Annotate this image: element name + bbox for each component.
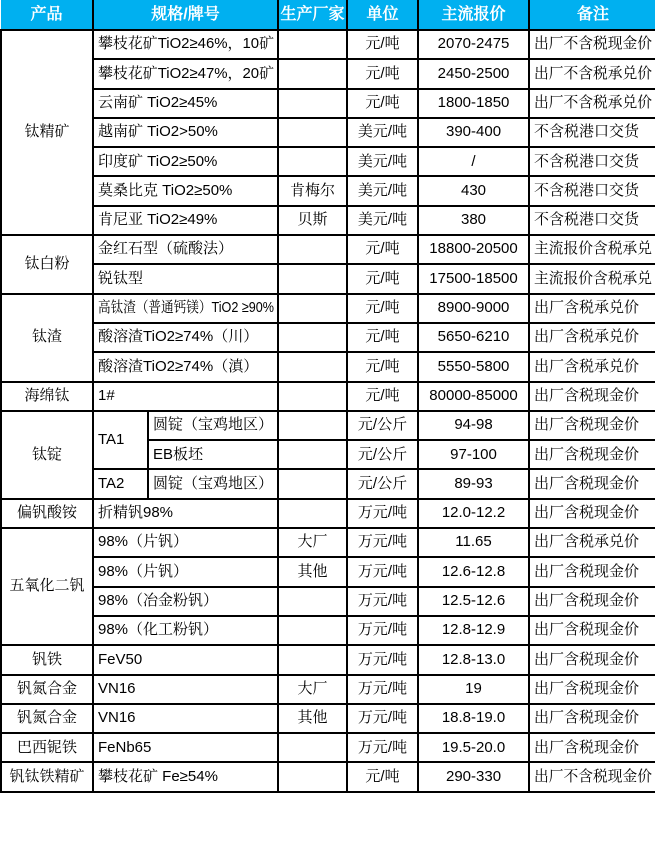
cell-product: 钛白粉 bbox=[1, 235, 93, 294]
cell-grade: TA1 bbox=[93, 411, 148, 470]
cell-spec: 圆锭（宝鸡地区） bbox=[148, 469, 278, 498]
cell-note: 出厂含税承兑价 bbox=[529, 528, 655, 557]
cell-unit: 元/吨 bbox=[347, 264, 418, 293]
cell-manufacturer bbox=[278, 118, 347, 147]
cell-manufacturer bbox=[278, 440, 347, 469]
cell-price: 1800-1850 bbox=[418, 89, 529, 118]
cell-spec: 攀枝花矿TiO2≥47%，20矿 bbox=[93, 59, 278, 88]
table-row bbox=[1, 118, 655, 147]
cell-spec: 攀枝花矿 Fe≥54% bbox=[93, 762, 278, 791]
cell-price: 11.65 bbox=[418, 528, 529, 557]
cell-manufacturer: 贝斯 bbox=[278, 206, 347, 235]
column-header-unit: 单位 bbox=[347, 0, 418, 30]
cell-spec: VN16 bbox=[93, 704, 278, 733]
table-row bbox=[1, 469, 655, 498]
cell-manufacturer bbox=[278, 469, 347, 498]
cell-unit: 万元/吨 bbox=[347, 499, 418, 528]
cell-note: 出厂不含税现金价 bbox=[529, 762, 655, 791]
cell-note: 主流报价含税承兑 bbox=[529, 235, 655, 264]
cell-manufacturer bbox=[278, 616, 347, 645]
cell-spec: 1# bbox=[93, 382, 278, 411]
cell-note: 出厂不含税承兑价 bbox=[529, 89, 655, 118]
cell-manufacturer bbox=[278, 733, 347, 762]
cell-manufacturer bbox=[278, 89, 347, 118]
cell-unit: 美元/吨 bbox=[347, 147, 418, 176]
cell-unit: 元/吨 bbox=[347, 59, 418, 88]
table-row bbox=[1, 176, 655, 205]
cell-product: 钒铁 bbox=[1, 645, 93, 674]
cell-unit: 元/吨 bbox=[347, 89, 418, 118]
cell-unit: 元/公斤 bbox=[347, 440, 418, 469]
cell-note: 出厂含税承兑价 bbox=[529, 323, 655, 352]
cell-manufacturer: 大厂 bbox=[278, 675, 347, 704]
cell-spec: 98%（冶金粉钒） bbox=[93, 587, 278, 616]
cell-spec: EB板坯 bbox=[148, 440, 278, 469]
cell-unit: 元/吨 bbox=[347, 235, 418, 264]
cell-spec: 折精钒98% bbox=[93, 499, 278, 528]
column-header-note: 备注 bbox=[529, 0, 655, 30]
cell-price: 2070-2475 bbox=[418, 30, 529, 59]
cell-unit: 万元/吨 bbox=[347, 733, 418, 762]
header-row bbox=[1, 0, 655, 30]
cell-price: 12.8-13.0 bbox=[418, 645, 529, 674]
cell-unit: 元/吨 bbox=[347, 30, 418, 59]
cell-unit: 美元/吨 bbox=[347, 176, 418, 205]
cell-note: 出厂含税现金价 bbox=[529, 440, 655, 469]
cell-manufacturer: 其他 bbox=[278, 557, 347, 586]
table-row bbox=[1, 294, 655, 323]
cell-price: 89-93 bbox=[418, 469, 529, 498]
table-row bbox=[1, 206, 655, 235]
cell-manufacturer bbox=[278, 323, 347, 352]
cell-spec: 肯尼亚 TiO2≥49% bbox=[93, 206, 278, 235]
cell-note: 出厂含税现金价 bbox=[529, 411, 655, 440]
cell-price: 19 bbox=[418, 675, 529, 704]
table-row bbox=[1, 323, 655, 352]
cell-manufacturer bbox=[278, 59, 347, 88]
cell-manufacturer: 大厂 bbox=[278, 528, 347, 557]
cell-price: 18.8-19.0 bbox=[418, 704, 529, 733]
cell-unit: 元/吨 bbox=[347, 323, 418, 352]
cell-price: 94-98 bbox=[418, 411, 529, 440]
cell-manufacturer bbox=[278, 382, 347, 411]
cell-price: 18800-20500 bbox=[418, 235, 529, 264]
column-header-product: 产品 bbox=[1, 0, 93, 30]
cell-note: 主流报价含税承兑 bbox=[529, 264, 655, 293]
cell-unit: 万元/吨 bbox=[347, 587, 418, 616]
cell-product: 海绵钛 bbox=[1, 382, 93, 411]
cell-price: 380 bbox=[418, 206, 529, 235]
table-row bbox=[1, 89, 655, 118]
cell-note: 出厂不含税现金价 bbox=[529, 30, 655, 59]
cell-manufacturer bbox=[278, 294, 347, 323]
cell-spec: 98%（片钒） bbox=[93, 557, 278, 586]
cell-spec: 圆锭（宝鸡地区） bbox=[148, 411, 278, 440]
cell-manufacturer bbox=[278, 235, 347, 264]
cell-unit: 元/公斤 bbox=[347, 411, 418, 440]
cell-note: 出厂含税承兑价 bbox=[529, 352, 655, 381]
table-row bbox=[1, 235, 655, 264]
cell-price: 80000-85000 bbox=[418, 382, 529, 411]
cell-price: 2450-2500 bbox=[418, 59, 529, 88]
cell-product: 钒氮合金 bbox=[1, 704, 93, 733]
cell-note: 出厂含税现金价 bbox=[529, 645, 655, 674]
cell-price: 12.6-12.8 bbox=[418, 557, 529, 586]
column-header-manufacturer: 生产厂家 bbox=[278, 0, 347, 30]
cell-manufacturer bbox=[278, 264, 347, 293]
cell-manufacturer: 其他 bbox=[278, 704, 347, 733]
cell-unit: 元/吨 bbox=[347, 382, 418, 411]
cell-unit: 元/吨 bbox=[347, 294, 418, 323]
cell-spec: 攀枝花矿TiO2≥46%，10矿 bbox=[93, 30, 278, 59]
cell-price: 17500-18500 bbox=[418, 264, 529, 293]
table-row bbox=[1, 557, 655, 586]
table-row bbox=[1, 733, 655, 762]
cell-spec: 锐钛型 bbox=[93, 264, 278, 293]
cell-spec: 高钛渣（普通钙镁）TiO2 ≥90% bbox=[93, 294, 278, 323]
cell-unit: 元/吨 bbox=[347, 352, 418, 381]
table-row bbox=[1, 528, 655, 557]
cell-unit: 万元/吨 bbox=[347, 528, 418, 557]
cell-note: 出厂不含税承兑价 bbox=[529, 59, 655, 88]
cell-product: 钒钛铁精矿 bbox=[1, 762, 93, 791]
cell-spec: 98%（化工粉钒） bbox=[93, 616, 278, 645]
cell-product: 偏钒酸铵 bbox=[1, 499, 93, 528]
cell-spec: 酸溶渣TiO2≥74%（滇） bbox=[93, 352, 278, 381]
table-row bbox=[1, 616, 655, 645]
table-row bbox=[1, 59, 655, 88]
cell-product: 钛锭 bbox=[1, 411, 93, 499]
cell-price: 290-330 bbox=[418, 762, 529, 791]
cell-spec: 云南矿 TiO2≥45% bbox=[93, 89, 278, 118]
cell-product: 五氧化二钒 bbox=[1, 528, 93, 645]
cell-note: 出厂含税现金价 bbox=[529, 675, 655, 704]
cell-price: / bbox=[418, 147, 529, 176]
cell-spec: FeNb65 bbox=[93, 733, 278, 762]
cell-unit: 元/吨 bbox=[347, 762, 418, 791]
cell-note: 出厂含税现金价 bbox=[529, 704, 655, 733]
cell-spec: 印度矿 TiO2≥50% bbox=[93, 147, 278, 176]
cell-unit: 美元/吨 bbox=[347, 118, 418, 147]
cell-product: 巴西铌铁 bbox=[1, 733, 93, 762]
cell-price: 5550-5800 bbox=[418, 352, 529, 381]
cell-unit: 万元/吨 bbox=[347, 675, 418, 704]
cell-price: 390-400 bbox=[418, 118, 529, 147]
cell-note: 出厂含税现金价 bbox=[529, 616, 655, 645]
cell-note: 出厂含税现金价 bbox=[529, 469, 655, 498]
cell-spec: 越南矿 TiO2>50% bbox=[93, 118, 278, 147]
table-row bbox=[1, 30, 655, 59]
cell-note: 不含税港口交货 bbox=[529, 206, 655, 235]
cell-note: 不含税港口交货 bbox=[529, 147, 655, 176]
cell-spec: 酸溶渣TiO2≥74%（川） bbox=[93, 323, 278, 352]
cell-unit: 美元/吨 bbox=[347, 206, 418, 235]
cell-note: 不含税港口交货 bbox=[529, 118, 655, 147]
cell-product: 钛渣 bbox=[1, 294, 93, 382]
table-row bbox=[1, 645, 655, 674]
cell-unit: 万元/吨 bbox=[347, 704, 418, 733]
cell-price: 12.5-12.6 bbox=[418, 587, 529, 616]
table-row bbox=[1, 352, 655, 381]
column-header-price: 主流报价 bbox=[418, 0, 529, 30]
cell-price: 8900-9000 bbox=[418, 294, 529, 323]
table-row bbox=[1, 704, 655, 733]
cell-note: 不含税港口交货 bbox=[529, 176, 655, 205]
cell-spec: FeV50 bbox=[93, 645, 278, 674]
table-row bbox=[1, 411, 655, 440]
cell-note: 出厂含税现金价 bbox=[529, 587, 655, 616]
cell-unit: 万元/吨 bbox=[347, 557, 418, 586]
cell-manufacturer bbox=[278, 411, 347, 440]
cell-product: 钛精矿 bbox=[1, 30, 93, 235]
cell-manufacturer bbox=[278, 587, 347, 616]
cell-manufacturer bbox=[278, 645, 347, 674]
cell-product: 钒氮合金 bbox=[1, 675, 93, 704]
cell-note: 出厂含税承兑价 bbox=[529, 294, 655, 323]
cell-spec: VN16 bbox=[93, 675, 278, 704]
cell-price: 12.0-12.2 bbox=[418, 499, 529, 528]
column-header-spec: 规格/牌号 bbox=[93, 0, 278, 30]
cell-price: 12.8-12.9 bbox=[418, 616, 529, 645]
table-row bbox=[1, 587, 655, 616]
cell-unit: 万元/吨 bbox=[347, 616, 418, 645]
cell-manufacturer bbox=[278, 30, 347, 59]
table-row bbox=[1, 147, 655, 176]
table-row bbox=[1, 762, 655, 791]
cell-manufacturer bbox=[278, 147, 347, 176]
cell-note: 出厂含税现金价 bbox=[529, 733, 655, 762]
table-row bbox=[1, 264, 655, 293]
cell-price: 97-100 bbox=[418, 440, 529, 469]
cell-note: 出厂含税现金价 bbox=[529, 499, 655, 528]
table-row bbox=[1, 499, 655, 528]
cell-spec: 莫桑比克 TiO2≥50% bbox=[93, 176, 278, 205]
cell-manufacturer bbox=[278, 762, 347, 791]
cell-price: 19.5-20.0 bbox=[418, 733, 529, 762]
cell-grade: TA2 bbox=[93, 469, 148, 498]
cell-note: 出厂含税现金价 bbox=[529, 557, 655, 586]
table-row bbox=[1, 675, 655, 704]
cell-spec: 金红石型（硫酸法） bbox=[93, 235, 278, 264]
cell-unit: 元/公斤 bbox=[347, 469, 418, 498]
cell-manufacturer bbox=[278, 352, 347, 381]
cell-manufacturer bbox=[278, 499, 347, 528]
cell-note: 出厂含税现金价 bbox=[529, 382, 655, 411]
cell-unit: 万元/吨 bbox=[347, 645, 418, 674]
cell-price: 430 bbox=[418, 176, 529, 205]
cell-spec: 98%（片钒） bbox=[93, 528, 278, 557]
cell-price: 5650-6210 bbox=[418, 323, 529, 352]
cell-manufacturer: 肯梅尔 bbox=[278, 176, 347, 205]
table-row bbox=[1, 382, 655, 411]
